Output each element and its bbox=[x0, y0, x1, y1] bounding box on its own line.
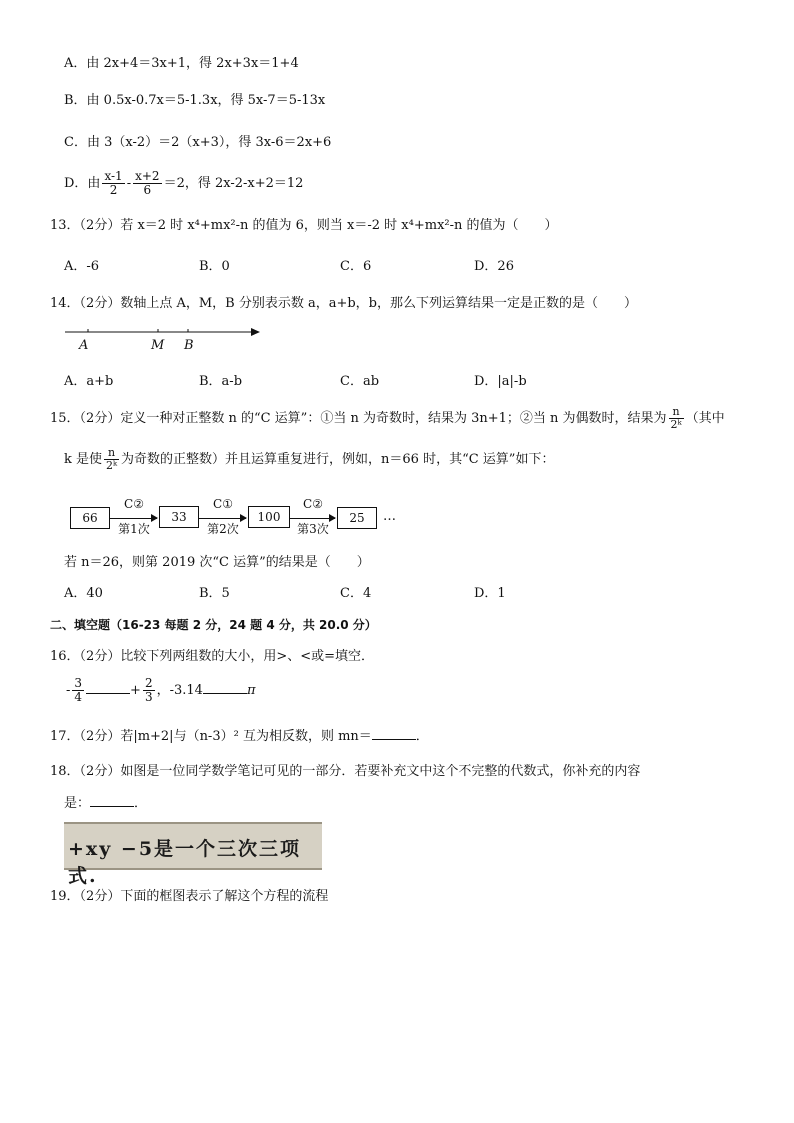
q12-d-prefix: D．由 bbox=[64, 176, 101, 191]
point-label-m: M bbox=[151, 338, 165, 353]
fraction-numerator: n bbox=[104, 447, 119, 460]
q15-option-a: A．40 bbox=[64, 586, 103, 601]
q14-option-c: C．ab bbox=[340, 374, 380, 389]
flow-box-1: 66 bbox=[70, 507, 110, 529]
q12-d-suffix: ＝2，得 2x-2-x+2＝12 bbox=[163, 176, 304, 191]
q19-stem: 19．（2分）下面的框图表示了解这个方程的流程 bbox=[50, 889, 329, 904]
fraction-numerator: 3 bbox=[74, 676, 83, 690]
q14-option-a: A．a+b bbox=[64, 374, 114, 389]
q13-stem: 13．（2分）若 x＝2 时 x⁴+mx²-n 的值为 6，则当 x＝-2 时 x⁴+mx²-n 的值为（ ） bbox=[50, 218, 558, 233]
q16-b-sign: + bbox=[130, 683, 141, 698]
q13-option-c: C．6 bbox=[340, 259, 372, 274]
fraction-numerator: x-1 bbox=[104, 169, 123, 183]
q15-line-2-prefix: k 是使 bbox=[64, 452, 103, 467]
fraction-numerator: n bbox=[669, 406, 684, 419]
q15-line-1-tail: （其中 bbox=[685, 411, 725, 426]
flow-ellipsis: … bbox=[383, 509, 396, 524]
q18-line-2-prefix: 是： bbox=[64, 796, 91, 811]
q15-fraction-2 bbox=[104, 447, 119, 472]
q15-line-1-text: 15．（2分）定义一种对正整数 n 的“C 运算”：①当 n 为奇数时，结果为 3n+1；②当 n 为偶数时，结果为 bbox=[50, 411, 667, 426]
q15-option-d: D．1 bbox=[474, 586, 506, 601]
q16-fraction-b bbox=[143, 677, 155, 704]
q15-option-b: B．5 bbox=[199, 586, 230, 601]
flow-arrow-2 bbox=[198, 518, 246, 519]
point-label-b: B bbox=[184, 338, 194, 353]
q14-stem: 14．（2分）数轴上点 A，M，B 分别表示数 a，a+b，b，那么下列运算结果一定是正数的是（ ） bbox=[50, 296, 638, 311]
q12-option-b: B．由 0.5x-0.7x＝5-1.3x，得 5x-7＝5-13x bbox=[64, 93, 326, 108]
fraction-denominator: 2ᵏ bbox=[106, 459, 118, 472]
flow-arrow-3-bottom: 第3次 bbox=[297, 522, 329, 536]
q16-expression bbox=[66, 676, 255, 706]
q15-option-c: C．4 bbox=[340, 586, 372, 601]
fraction-denominator: 3 bbox=[144, 690, 153, 704]
q18-line-2 bbox=[64, 794, 147, 813]
q12-d-fraction-2 bbox=[133, 170, 161, 197]
q12-d-minus: - bbox=[126, 176, 132, 191]
q17-blank[interactable] bbox=[372, 727, 416, 740]
q18-line-2-suffix: ． bbox=[134, 796, 148, 811]
q18-blank[interactable] bbox=[90, 794, 134, 807]
q15-line-2 bbox=[64, 445, 554, 475]
flow-arrow-1-top: C② bbox=[124, 497, 144, 511]
q12-option-a: A．由 2x+4＝3x+1，得 2x+3x＝1+4 bbox=[64, 56, 299, 71]
q17-text: 17．（2分）若|m+2|与（n-3）² 互为相反数，则 mn＝ bbox=[50, 729, 372, 744]
q14-option-d: D．|a|-b bbox=[474, 374, 527, 389]
q15-question: 若 n＝26，则第 2019 次“C 运算”的结果是（ ） bbox=[64, 555, 370, 570]
q17-line bbox=[50, 727, 429, 746]
q12-d-fraction-1 bbox=[102, 170, 124, 197]
section-heading: 二、填空题（16-23 每题 2 分，24 题 4 分，共 20.0 分） bbox=[50, 618, 377, 632]
q15-line-2-suffix: 为奇数的正整数）并且运算重复进行，例如，n＝66 时，其“C 运算”如下： bbox=[121, 452, 555, 467]
fraction-denominator: 4 bbox=[74, 690, 83, 704]
flow-box-3: 100 bbox=[248, 506, 290, 528]
flow-arrow-2-bottom: 第2次 bbox=[207, 522, 239, 536]
q13-option-b: B．0 bbox=[199, 259, 230, 274]
flow-arrow-3-top: C② bbox=[303, 497, 323, 511]
flow-arrow-2-top: C① bbox=[213, 497, 233, 511]
q13-option-a: A．-6 bbox=[64, 259, 100, 274]
fraction-numerator: 2 bbox=[144, 676, 153, 690]
q15-fraction-1 bbox=[669, 406, 684, 431]
q12-option-c: C．由 3（x-2）＝2（x+3），得 3x-6＝2x+6 bbox=[64, 135, 332, 150]
q16-stem: 16．（2分）比较下列两组数的大小，用>、<或=填空． bbox=[50, 649, 374, 664]
flow-arrow-3 bbox=[289, 518, 335, 519]
point-label-a: A bbox=[79, 338, 89, 353]
q12-option-d bbox=[64, 168, 303, 200]
fraction-numerator: x+2 bbox=[135, 169, 160, 183]
fraction-denominator: 2 bbox=[109, 183, 118, 197]
fraction-denominator: 6 bbox=[143, 183, 152, 197]
flow-box-4: 25 bbox=[337, 507, 377, 529]
q18-line-1: 18．（2分）如图是一位同学数学笔记可见的一部分．若要补充文中这个不完整的代数式，你补充的内容 bbox=[50, 764, 641, 779]
q16-blank-1[interactable] bbox=[86, 681, 130, 694]
q15-line-1 bbox=[50, 404, 725, 434]
q16-a-sign: - bbox=[66, 683, 71, 698]
flow-arrow-1-bottom: 第1次 bbox=[118, 522, 150, 536]
flow-arrow-1 bbox=[109, 518, 157, 519]
q16-fraction-a bbox=[72, 677, 84, 704]
q13-option-d: D．26 bbox=[474, 259, 514, 274]
flow-box-2: 33 bbox=[159, 506, 199, 528]
notebook-fragment-image bbox=[64, 822, 322, 887]
q17-suffix: ． bbox=[415, 729, 429, 744]
q14-option-b: B．a-b bbox=[199, 374, 243, 389]
arrow-icon bbox=[251, 328, 260, 336]
q16-mid-text: ，-3.14 bbox=[156, 683, 203, 698]
notebook-text: +xy −5是一个三次三项式. bbox=[68, 838, 302, 887]
q16-pi: π bbox=[246, 683, 256, 698]
q16-blank-2[interactable] bbox=[203, 681, 247, 694]
fraction-denominator: 2ᵏ bbox=[670, 418, 682, 431]
